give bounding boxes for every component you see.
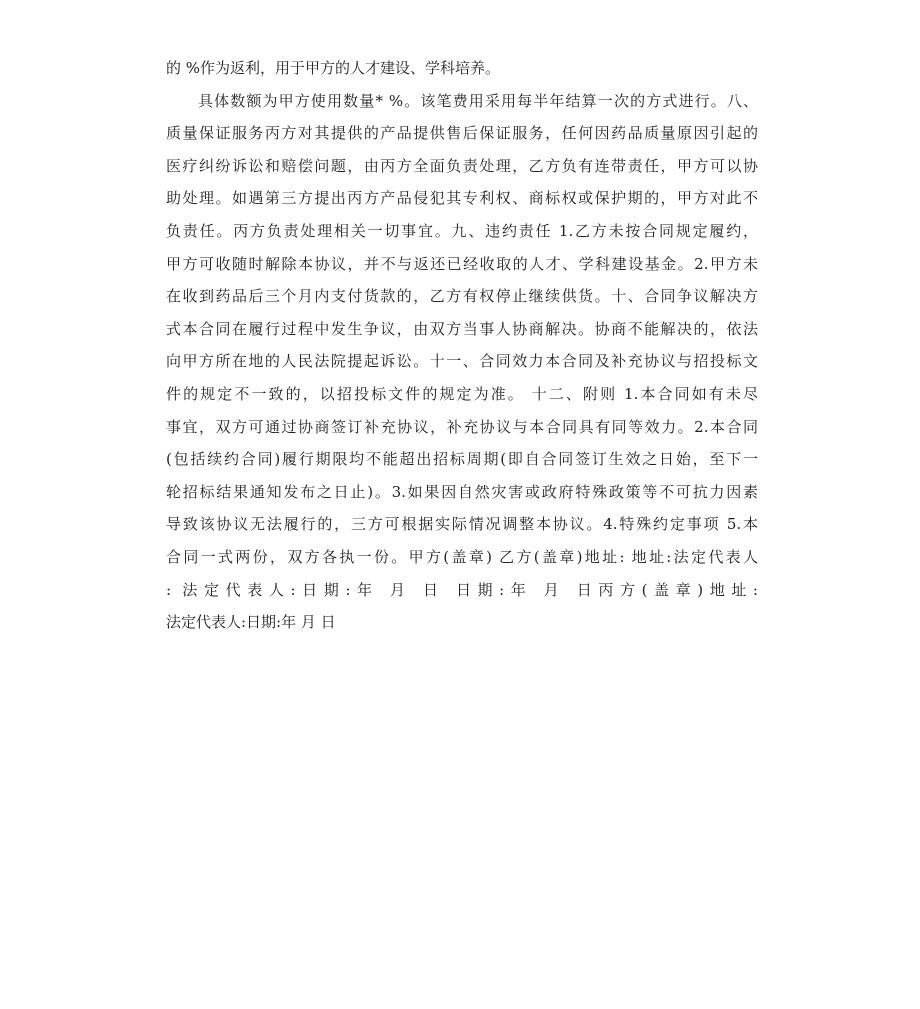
text-line: 式本合同在履行过程中发生争议，由双方当事人协商解决。协商不能解决的，依法: [166, 319, 758, 338]
text-line: 法定代表人:日期:年 月 日: [166, 613, 336, 632]
text-line: 合同一式两份，双方各执一份。甲方(盖章) 乙方(盖章)地址: 地址:法定代表人: [166, 547, 758, 566]
text-line: 医疗纠纷诉讼和赔偿问题，由丙方全面负责处理，乙方负有连带责任，甲方可以协: [166, 156, 758, 175]
text-line: 轮招标结果通知发布之日止)。3.如果因自然灾害或政府特殊政策等不可抗力因素: [166, 482, 758, 501]
text-line: 事宜，双方可通过协商签订补充协议，补充协议与本合同具有同等效力。2.本合同: [166, 417, 758, 436]
text-line: 甲方可收随时解除本协议，并不与返还已经收取的人才、学科建设基金。2.甲方未: [166, 254, 758, 273]
text-line: 在收到药品后三个月内支付货款的，乙方有权停止继续供货。十、合同争议解决方: [166, 287, 758, 306]
text-line: 导致该协议无法履行的，三方可根据实际情况调整本协议。4.特殊约定事项 5.本: [166, 515, 758, 534]
text-line: : 法定代表人:日期:年 月 日 日期:年 月 日丙方(盖章)地址:: [166, 580, 758, 599]
text-line: 质量保证服务丙方对其提供的产品提供售后保证服务，任何因药品质量原因引起的: [166, 124, 758, 143]
text-line: 助处理。如遇第三方提出丙方产品侵犯其专利权、商标权或保护期的，甲方对此不: [166, 189, 758, 208]
text-line: 的 %作为返利，用于甲方的人才建设、学科培养。: [166, 59, 501, 77]
document-body: [166, 52, 758, 639]
text-line: 件的规定不一致的，以招投标文件的规定为准。 十二、附则 1.本合同如有未尽: [166, 384, 758, 403]
text-line: 负责任。丙方负责处理相关一切事宜。九、违约责任 1.乙方未按合同规定履约，: [166, 221, 758, 240]
text-line: 向甲方所在地的人民法院提起诉讼。十一、合同效力本合同及补充协议与招投标文: [166, 352, 758, 371]
text-line: 具体数额为甲方使用数量* %。该笔费用采用每半年结算一次的方式进行。八、: [198, 91, 758, 110]
text-line: (包括续约合同)履行期限均不能超出招标周期(即自合同签订生效之日始，至下一: [166, 450, 758, 469]
